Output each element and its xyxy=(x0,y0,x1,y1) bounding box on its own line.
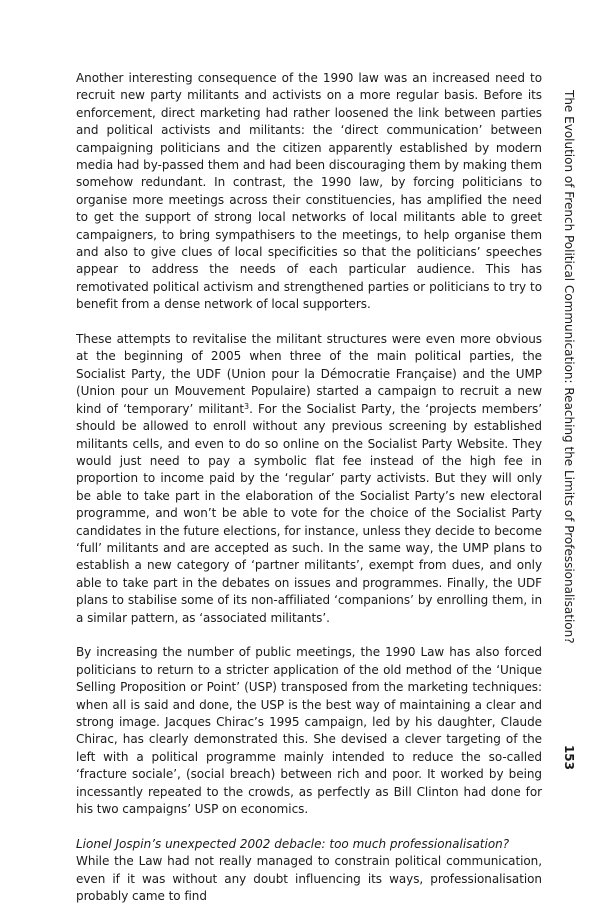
paragraph-usp: By increasing the number of public meetings, the 1990 Law has also forced politicians to return to a stricter application of the old method of the ‘Unique Selling Proposition or Point’ (USP) transposed from the marketing techniques: when all is said and done, the USP is the best way of maintaining a clear and strong image. Jacques Chirac’s 1995 campaign, led by his daughter, Claude Chirac, has clearly demonstrated this. She devised a clever targeting of the left with a political programme mainly intended to reduce the so-called ‘fracture sociale’, (social breach) between rich and poor. It worked by being incessantly repeated to the crowds, as perfectly as Bill Clinton had done for his two campaigns’ USP on economics. xyxy=(76,645,542,817)
paragraph-text-part: . For the Socialist Party, the ‘projects members’ should be allowed to enroll without any previous screening by established militants cells, and even to do so online on the Socialist Party Website. They would just need to pay a symbolic flat fee instead of the high fee in proportion to income paid by the ‘regular’ party activists. But they will only be able to take part in the elaboration of the Socialist Party’s new electoral programme, and won’t be able to vote for the choice of the Socialist Party candidates in the future elections, for instance, unless they decide to become ‘full’ militants and are accepted as such. In the same way, the UMP plans to establish a new category of ‘partner militants’, exempt from dues, and only able to take part in the debates on issues and programmes. Finally, the UDF plans to stabilise some of its non-affiliated ‘companions’ by enrolling them, in a similar pattern, as ‘associated militants’. xyxy=(76,401,542,625)
running-head-title: The Evolution of French Political Communication: Reaching the Limits of Professionalisation? xyxy=(562,90,576,644)
paragraph-temporary-militants xyxy=(76,331,542,627)
running-head xyxy=(560,90,577,770)
paragraph-militant-recruitment: Another interesting consequence of the 1990 law was an increased need to recruit new party militants and activists on a more regular basis. Before its enforcement, direct marketing had rather loosened the link between parties and political activists and militants: the ‘direct communication’ between campaigning politicians and the citizen apparently established by modern media had by-passed them and had been discouraging them by making them somehow redundant. In contrast, the 1990 law, by forcing politicians to organise more meetings across their constituencies, has amplified the need to get the support of strong local networks of local militants able to greet campaigners, to bring sympathisers to the meetings, to help organise them and also to give clues of local specificities so that the politicians’ speeches appear to address the needs of each particular audience. This has remotivated political activism and strengthened parties or politicians to try to benefit from a dense network of local supporters. xyxy=(76,71,542,312)
running-head-sidebar xyxy=(558,90,580,770)
page-body xyxy=(76,70,542,905)
page-number: 153 xyxy=(562,744,576,770)
paragraph-text-part: These attempts to revitalise the militant structures were even more obvious at the beginning of 2005 when three of the main political parties, the Socialist Party, the UDF (Union pour la Démocratie Française) and the UMP (Union pour un Mouvement Populaire) started a campaign to recruit a new kind of ‘temporary’ militant xyxy=(76,332,542,416)
section-subheading: Lionel Jospin’s unexpected 2002 debacle: too much professionalisation? xyxy=(76,836,510,851)
footnote-reference[interactable]: 3 xyxy=(244,401,250,411)
paragraph-professionalisation: While the Law had not really managed to constrain political communication, even if it was without any doubt influencing its ways, professionalisation probably came to find xyxy=(76,854,542,904)
